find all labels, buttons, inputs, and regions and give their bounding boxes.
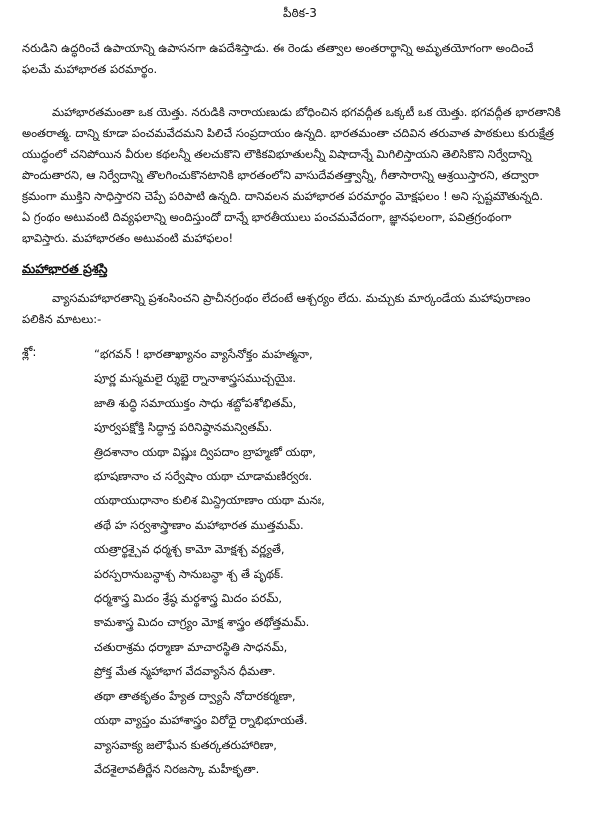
verse-line: జాతి శుద్ధి సమాయుక్తం సాధు శబ్దోపశోభితమ్, xyxy=(94,395,297,410)
verse-line: చతురాశ్రమ ధర్మాణా మాచారస్థితి సాధనమ్, xyxy=(94,639,288,654)
verse-line: పూర్ణ మస్మమలై ర్శుభై ర్నానాశాస్త్రసముచ్చయైః. xyxy=(94,371,297,386)
verse-line: వేదశైలావతీర్ణేన నిరజస్కా మహీకృతా. xyxy=(94,761,260,776)
verse-line: యత్రార్థశ్చైవ ధర్మశ్చ కామో మోక్షశ్చ వర్ణ్యతే, xyxy=(94,542,285,557)
paragraph-1 xyxy=(22,38,582,80)
paragraph-3 xyxy=(22,288,582,330)
verse-line: త్రిదశానాం యథా విష్ణుః ద్విపదాం బ్రాహ్మణో యథా, xyxy=(94,444,316,459)
verse-line: పూర్వపక్షోక్తి సిద్ధాన్త పరినిష్ఠానమన్వితమ్. xyxy=(94,420,273,435)
sloka-label: శ్లో: xyxy=(22,345,37,359)
text-line: యుద్ధంలో చనిపోయిన వీరుల కథలన్నీ తలచుకొని లౌకికవిభూతులన్నీ విషాదాన్నే మిగిలిస్తాయని తెలిసికొని నిర్వేదాన్ని xyxy=(22,147,532,161)
verse-line: ప్రోక్త మేత న్మహాభాగ వేదవ్యాసేన ధీమతా. xyxy=(94,664,276,679)
paragraph-2 xyxy=(22,102,582,249)
text-line: మహాభారతమంతా ఒక యెత్తు. నరుడికి నారాయణుడు బోధించిన భగవద్గీత ఒక్కటీ ఒక యెత్తు. భగవద్గీత భారతానికి xyxy=(52,105,561,119)
verse-line: తథా తాతకృతం హ్యేత ద్వ్యాసే నోదారకర్మణా, xyxy=(94,688,296,703)
verse-line: పరస్పరానుబన్ధాశ్చ సానుబన్ధా శ్చ తే పృథక్. xyxy=(94,566,284,581)
text-line: నరుడిని ఉద్ధరించే ఉపాయాన్ని ఉపాసనగా ఉపదేశిస్తాడు. ఈ రెండు తత్వాల అంతరార్థాన్ని అమృతయోగంగా అందించే xyxy=(22,41,534,55)
text-line: వ్యాసమహాభారతాన్ని ప్రశంసించని ప్రాచీనగ్రంథం లేదంటే ఆశ్చర్యం లేదు. మచ్చుకు మార్కండేయ మహాపురాణం xyxy=(52,291,531,305)
verse-block xyxy=(94,342,574,781)
page-label: పీఠిక-3 xyxy=(283,6,317,20)
text-line: అంతరాత్మ. దాన్ని కూడా పంచమవేదమని పిలిచే సంప్రదాయం ఉన్నది. భారతమంతా చదివిన తరువాత పాఠకులు కురుక్షేత్ర xyxy=(22,126,554,140)
verse-line: వ్యాసవాక్య జలౌఘేన కుతర్కతరుహారిణా, xyxy=(94,737,277,752)
verse-line: భూషణానాం చ సర్వేషాం యథా చూడామణిర్వరః. xyxy=(94,469,313,484)
text-line: పొందుతారని, ఆ నిర్వేదాన్ని తొలగించుకొనటానికి భారతంలోని వాసుదేవతత్త్వాన్నీ, గీతాసారాన్ని ఆశ్రయిస్తారని, తద్వారా xyxy=(22,168,539,182)
section-heading: మహాభారత ప్రశస్తి xyxy=(22,261,108,276)
text-line: పలికిన మాటలు:- xyxy=(22,312,102,326)
verse-line: ధర్మశాస్త్ర మిదం శ్రేష్ఠ మర్థశాస్త్ర మిదం పరమ్, xyxy=(94,591,283,606)
text-line: ఫలమే మహాభారత పరమార్థం. xyxy=(22,62,158,76)
text-line: క్రమంగా ముక్తిని సాధిస్తారని చెప్పే పరిపాటి ఉన్నది. దానివలన మహాభారత పరమార్థం మోక్షఫలం ! అని స్పష్టమౌతున్నది. xyxy=(22,189,544,203)
verse-line: తథే హ సర్వశాస్త్రాణాం మహాభారత ముత్తమమ్. xyxy=(94,517,304,532)
page-header xyxy=(0,6,600,23)
verse-line: యథా వ్యాప్తం మహాశాస్త్రం విరోధై ర్నాభిభూయతే. xyxy=(94,713,308,728)
verse-line: యథాయుధానాం కులిశ మిన్ద్రియాణాం యథా మనః, xyxy=(94,493,325,508)
text-line: భావిస్తారు. మహాభారతం అటువంటి మహాఫలం! xyxy=(22,231,234,245)
verse-line: “భగవన్ ! భారతాఖ్యానం వ్యాసేనోక్తం మహత్మనా, xyxy=(94,347,313,361)
verse-line: కామశాస్త్ర మిదం చాగ్ర్యం మోక్ష శాస్త్రం తథోత్తమమ్. xyxy=(94,615,310,630)
text-line: ఏ గ్రంథం అటువంటి దివ్యఫలాన్ని అందిస్తుందో దాన్నే భారతీయులు పంచమవేదంగా, జ్ఞానఫలంగా, పవిత్రగ్రంథంగా xyxy=(22,210,512,224)
